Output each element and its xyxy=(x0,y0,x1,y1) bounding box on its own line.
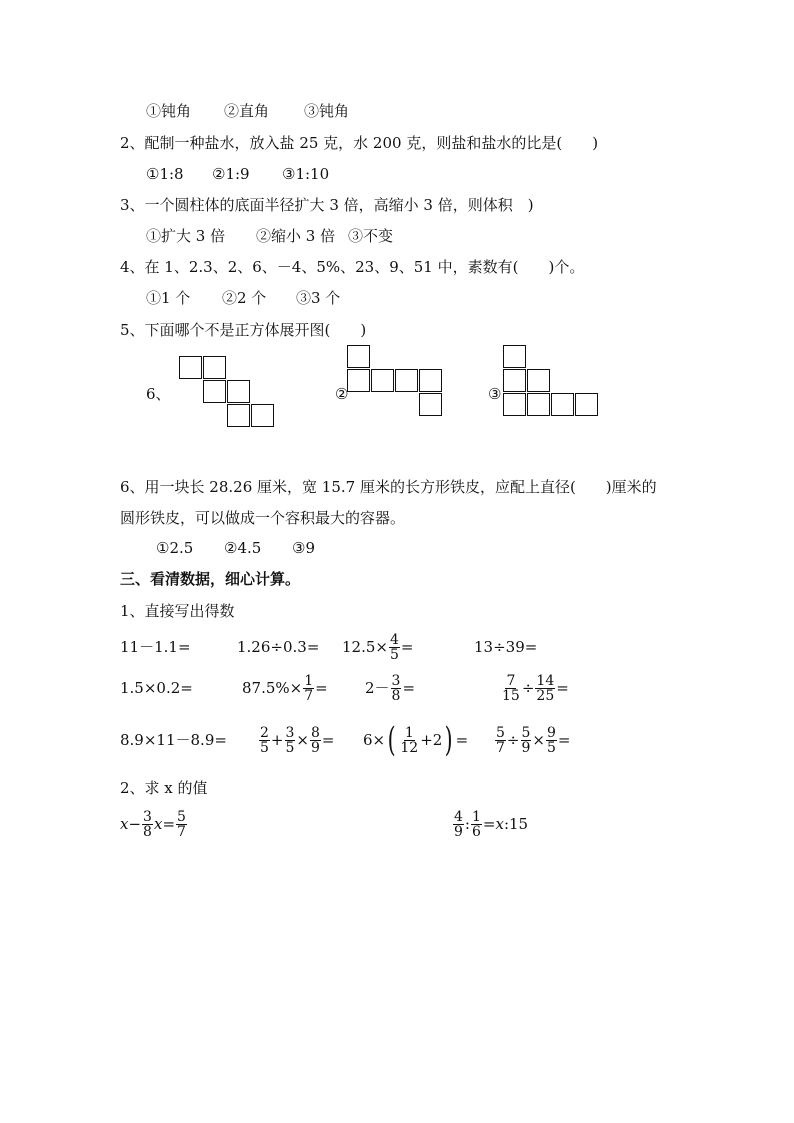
q1-option-2: ②直角 xyxy=(224,102,270,120)
fraction: $\frac{1}{6}$ xyxy=(471,808,481,840)
q3-option-3: ③不变 xyxy=(348,227,394,245)
q6-option-1: ①2.5 xyxy=(156,539,194,557)
fraction: $\frac{1}{7}$ xyxy=(304,672,314,704)
calc-r3c4: $\frac{5}{7}$ ÷ $\frac{5}{9}$ × $\frac{9}{5}$ = xyxy=(496,724,571,756)
section-3-title: 三、看清数据，细心计算。 xyxy=(120,570,301,588)
fraction: $\frac{3}{8}$ xyxy=(391,672,401,704)
solve-equation-2: $\frac{4}{9}$ : $\frac{1}{6}$ = x :15 xyxy=(454,808,529,840)
left-paren: ( xyxy=(387,720,396,760)
q5-net-label-2: ② xyxy=(335,385,349,403)
calc-r2c1: 1.5×0.2= xyxy=(120,679,193,697)
calc-r2c2: 87.5%× $\frac{1}{7}$ = xyxy=(242,672,328,704)
calc-r1c2: 1.26÷0.3= xyxy=(237,638,320,656)
fraction: $\frac{3}{8}$ xyxy=(143,808,152,840)
q2-option-2: ②1:9 xyxy=(212,165,250,183)
q5-net-label-1: 6、 xyxy=(146,385,171,403)
calc-r3c2: $\frac{2}{5}$ + $\frac{3}{5}$ × $\frac{8}{9}$ = xyxy=(260,724,335,756)
right-paren: ) xyxy=(444,720,453,760)
q4-option-2: ②2 个 xyxy=(222,289,267,307)
fraction: $\frac{1}{12}$ xyxy=(400,724,419,756)
q1-option-1: ①钝角 xyxy=(146,102,192,120)
calc-r3c3: 6× ( $\frac{1}{12}$ +2 ) = xyxy=(363,720,469,760)
q3-text: 3、一个圆柱体的底面半径扩大 3 倍，高缩小 3 倍，则体积 ) xyxy=(120,196,534,214)
fraction: $\frac{5}{7}$ xyxy=(496,724,505,756)
fraction: $\frac{3}{5}$ xyxy=(285,724,295,756)
q6-line-2: 圆形铁皮，可以做成一个容积最大的容器。 xyxy=(120,509,406,527)
solve-equation-1: x − $\frac{3}{8}$ x = $\frac{5}{7}$ xyxy=(120,808,186,840)
q2-text: 2、配制一种盐水，放入盐 25 克，水 200 克，则盐和盐水的比是( ) xyxy=(120,134,599,152)
fraction: $\frac{9}{5}$ xyxy=(547,724,556,756)
fraction: $\frac{14}{25}$ xyxy=(536,672,555,704)
fraction: $\frac{7}{15}$ xyxy=(502,672,520,704)
fraction: $\frac{8}{9}$ xyxy=(311,724,320,756)
q2-option-3: ③1:10 xyxy=(282,165,330,183)
q6-line-1: 6、用一块长 28.26 厘米，宽 15.7 厘米的长方形铁皮，应配上直径( )厘米的 xyxy=(120,478,657,496)
fraction: $\frac{2}{5}$ xyxy=(260,724,269,756)
q3-option-1: ①扩大 3 倍 xyxy=(146,227,226,245)
fraction: $\frac{5}{7}$ xyxy=(177,808,186,840)
section-3-sub-2: 2、求 x 的值 xyxy=(120,779,208,797)
q5-net-label-3: ③ xyxy=(488,385,502,403)
q4-text: 4、在 1、2.3、2、6、－4、5%、23、9、51 中，素数有( )个。 xyxy=(120,258,585,276)
section-3-sub-1: 1、直接写出得数 xyxy=(120,602,235,620)
q4-option-3: ③3 个 xyxy=(296,289,341,307)
q3-option-2: ②缩小 3 倍 xyxy=(256,227,336,245)
calc-r1c4: 13÷39= xyxy=(474,638,538,656)
fraction: $\frac{5}{9}$ xyxy=(521,724,531,756)
q5-text: 5、下面哪个不是正方体展开图( ) xyxy=(120,321,367,339)
q1-option-3: ③钝角 xyxy=(304,102,350,120)
calc-r2c3: 2－ $\frac{3}{8}$ = xyxy=(365,672,416,704)
fraction: $\frac{4}{9}$ xyxy=(454,808,463,840)
calc-r3c1: 8.9×11－8.9= xyxy=(120,731,227,749)
fraction: $\frac{4}{5}$ xyxy=(389,631,399,663)
q2-option-1: ①1:8 xyxy=(146,165,184,183)
calc-r2c4: $\frac{7}{15}$ ÷ $\frac{14}{25}$ = xyxy=(502,672,569,704)
q4-option-1: ①1 个 xyxy=(146,289,191,307)
q6-option-2: ②4.5 xyxy=(224,539,262,557)
q6-option-3: ③9 xyxy=(292,539,315,557)
q1-options xyxy=(146,101,191,121)
calc-r1c3: 12.5× $\frac{4}{5}$ = xyxy=(342,631,414,663)
calc-r1c1: 11－1.1= xyxy=(120,638,191,656)
